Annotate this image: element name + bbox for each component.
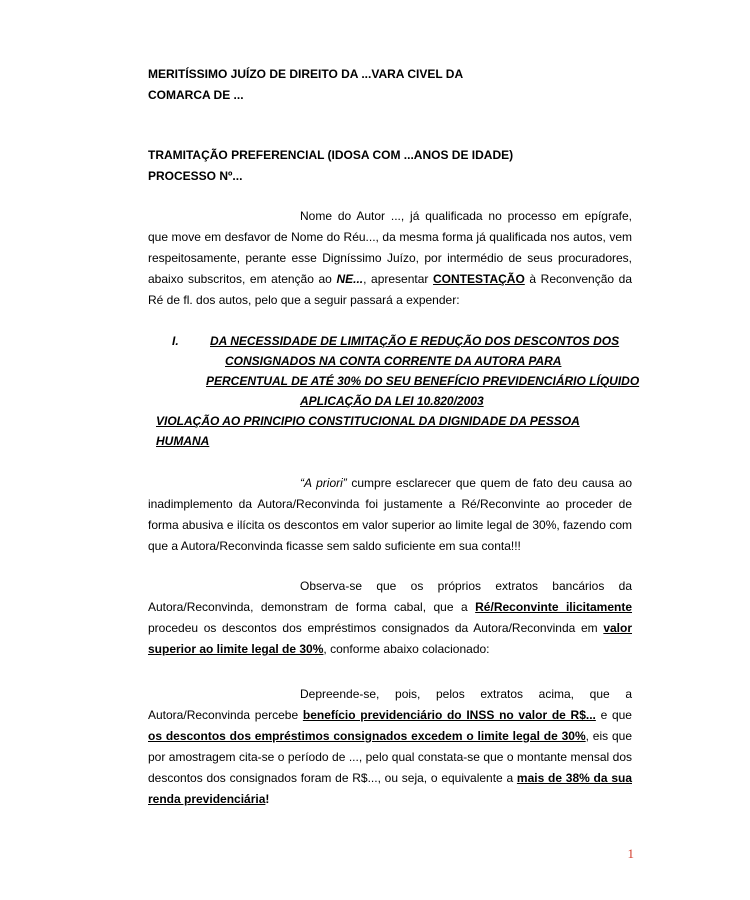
conclusion-paragraph	[148, 684, 632, 810]
section-title-line-1: DA NECESSIDADE DE LIMITAÇÃO E REDUÇÃO DOS DESCONTOS DOS	[210, 334, 620, 348]
priority-line: TRAMITAÇÃO PREFERENCIAL (IDOSA COM ...ANOS DE IDADE)	[148, 148, 514, 162]
court-address	[148, 64, 648, 106]
section-title-line-3: PERCENTUAL DE ATÉ 30% DO SEU BENEFÍCIO PREVIDENCIÁRIO LÍQUIDO	[206, 374, 640, 388]
section-title-line-4: APLICAÇÃO DA LEI 10.820/2003	[300, 394, 484, 408]
intro-text-3: à Reconvenção da Ré de fl. dos autos, pelo que a seguir passará a expender:	[148, 272, 632, 307]
page-number: 1	[627, 846, 634, 861]
court-line-1: MERITÍSSIMO JUÍZO DE DIREITO DA ...VARA CIVEL DA	[148, 67, 464, 81]
section-number: I.	[172, 334, 179, 348]
observation-bold-2: valor superior ao limite legal de 30%	[148, 621, 632, 656]
court-line-2: COMARCA DE ...	[148, 88, 244, 102]
process-number: PROCESSO Nº...	[148, 169, 243, 183]
observation-text-3: , conforme abaixo colacionado:	[323, 642, 490, 656]
observation-text-1: Observa-se que os próprios extratos bancários da Autora/Reconvinda, demonstram de forma cabal, que a	[148, 579, 632, 614]
conclusion-bold-2: os descontos dos empréstimos consignados excedem o limite legal de 30%	[148, 729, 586, 743]
apriori-text: cumpre esclarecer que quem de fato deu causa ao inadimplemento da Autora/Reconvinda foi justamente a Ré/Reconvinte ao proceder de forma abusiva e ilícita os descontos em valor superior ao limite legal de 30%, fazendo com que a Autora/Reconvinda ficasse sem saldo suficiente em sua conta!!!	[148, 476, 633, 553]
observation-bold-1: Ré/Reconvinte ilicitamente	[475, 600, 632, 614]
intro-text-2: , apresentar	[363, 272, 434, 286]
intro-paragraph	[148, 206, 632, 311]
section-title-line-2: CONSIGNADOS NA CONTA CORRENTE DA AUTORA PARA	[225, 354, 562, 368]
intro-text-1: Nome do Autor ..., já qualificada no processo em epígrafe, que move em desfavor de Nome do Réu..., da mesma forma já qualificada nos autos, vem respeitosamente, perante esse Digníssimo Juízo, por intermédio de seus procuradores, abaixo subscritos, em atenção ao	[148, 209, 632, 286]
conclusion-bold-1: benefício previdenciário do INSS no valor de R$...	[302, 708, 596, 722]
observation-text-2: procedeu os descontos dos empréstimos consignados da Autora/Reconvinda em	[148, 621, 604, 635]
observation-paragraph	[148, 576, 632, 660]
conclusion-text-4: !	[265, 792, 270, 806]
conclusion-text-3: , eis que por amostragem cita-se o período de ..., pelo qual constata-se que o montante mensal dos descontos dos consignados foram de R$..., ou seja, o equivalente a	[148, 729, 632, 785]
contestacao-label: CONTESTAÇÃO	[433, 272, 525, 286]
apriori-paragraph	[148, 473, 632, 557]
section-title-line-5: VIOLAÇÃO AO PRINCIPIO CONSTITUCIONAL DA DIGNIDADE DA PESSOA HUMANA	[156, 414, 580, 448]
ne-ref: NE...	[336, 272, 364, 286]
conclusion-bold-3: mais de 38% da sua renda previdenciária	[148, 771, 632, 806]
process-header	[148, 145, 648, 187]
conclusion-text-2: e que	[595, 708, 632, 722]
apriori-term: “A priori”	[300, 476, 347, 490]
conclusion-text-1: Depreende-se, pois, pelos extratos acima, que a Autora/Reconvinda percebe	[148, 687, 632, 722]
